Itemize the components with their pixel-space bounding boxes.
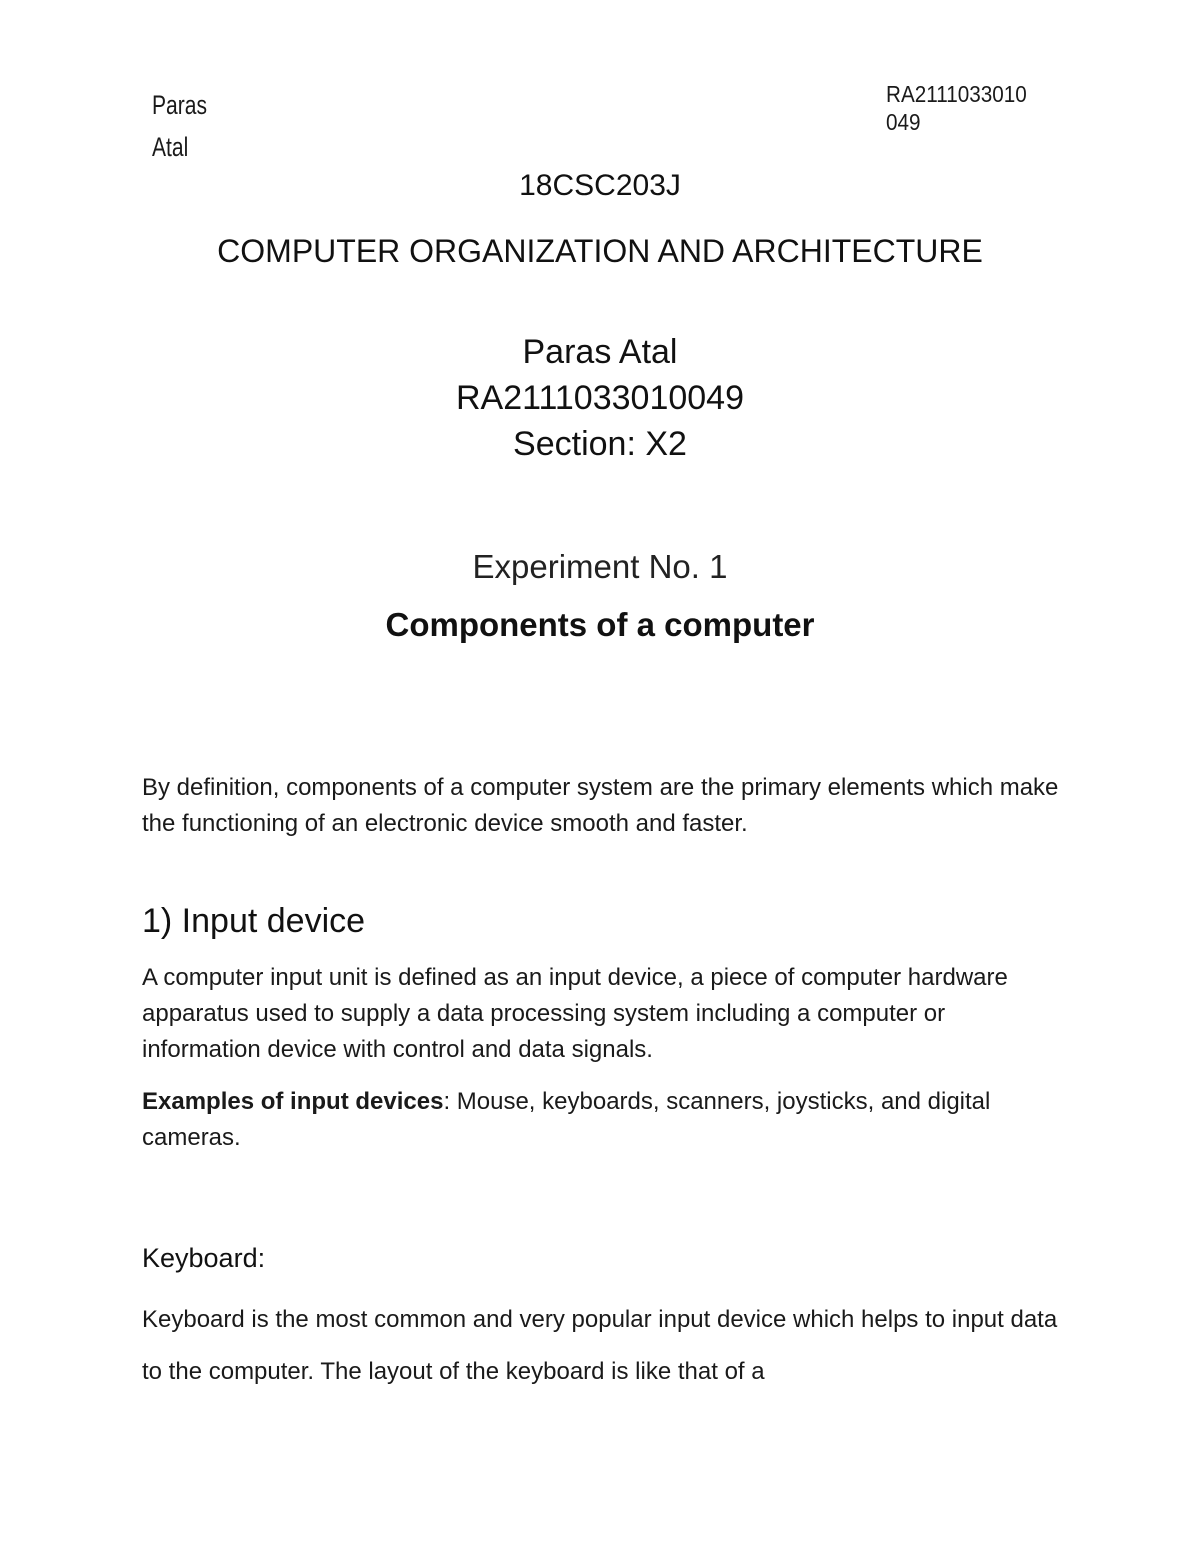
input-device-heading: 1) Input device	[142, 902, 366, 940]
keyboard-paragraph: Keyboard is the most common and very popular input device which helps to input data to the computer. The layout of the keyboard is like that of a	[142, 1306, 1058, 1385]
register-number: RA2111033010049	[455, 379, 744, 417]
experiment-title: Components of a computer	[385, 606, 815, 643]
header-name-last: Atal	[152, 132, 189, 162]
header-name-first: Paras	[152, 90, 208, 120]
student-info	[0, 329, 1200, 467]
header-id-line2: 049	[886, 109, 921, 135]
input-device-definition: A computer input unit is defined as an input device, a piece of computer hardware apparatus used to supply a data processing system including a computer or information device with control and data signals.	[142, 964, 1008, 1063]
course-code: 18CSC203J	[519, 169, 681, 202]
experiment-number: Experiment No. 1	[472, 548, 728, 585]
header-student-name	[152, 84, 207, 168]
examples-text: : Mouse, keyboards, scanners, joysticks, and digital cameras.	[142, 1088, 991, 1151]
student-name: Paras Atal	[522, 333, 678, 371]
course-title: COMPUTER ORGANIZATION AND ARCHITECTURE	[217, 233, 983, 269]
header-id-line1: RA2111033010	[886, 81, 1027, 107]
keyboard-heading: Keyboard:	[142, 1243, 266, 1273]
input-device-examples	[142, 1084, 1062, 1156]
intro-paragraph: By definition, components of a computer system are the primary elements which make the functioning of an electronic device smooth and faster.	[142, 774, 1059, 837]
section-label: Section: X2	[513, 425, 687, 463]
examples-label: Examples of input devices	[142, 1088, 444, 1115]
header-register-number	[886, 80, 1027, 136]
